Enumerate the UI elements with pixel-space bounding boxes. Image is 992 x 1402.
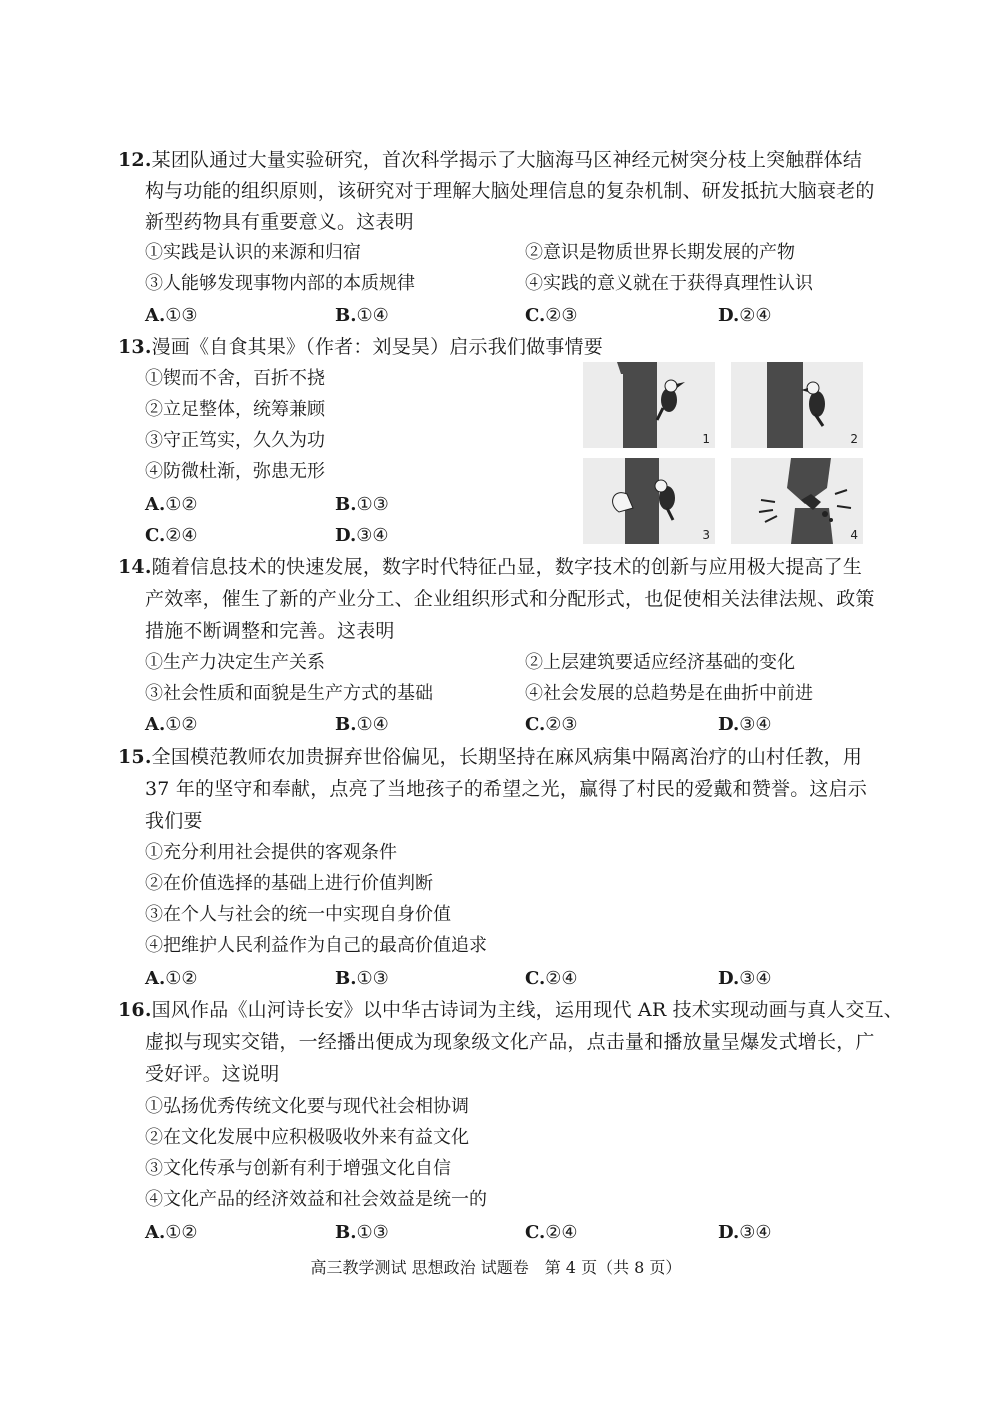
question-12-stem-line-1: 12.某团队通过大量实验研究，首次科学揭示了大脑海马区神经元树突分枝上突触群体结 — [118, 149, 863, 171]
choice-b[interactable]: B.①③ — [335, 1222, 389, 1243]
comic-panel-2 — [731, 362, 863, 448]
statement-3: ③守正笃实，久久为功 — [145, 430, 325, 451]
statement-4: ④防微杜渐，弥患无形 — [145, 461, 325, 482]
choice-d[interactable]: D.②④ — [718, 305, 772, 326]
statement-2: ②意识是物质世界长期发展的产物 — [525, 242, 795, 263]
statement-2: ②上层建筑要适应经济基础的变化 — [525, 652, 795, 673]
choice-c[interactable]: C.②③ — [525, 305, 578, 326]
choice-b[interactable]: B.①③ — [335, 968, 389, 989]
statement-1: ①弘扬优秀传统文化要与现代社会相协调 — [145, 1096, 469, 1117]
choice-a[interactable]: A.①② — [145, 714, 198, 735]
statement-3: ③社会性质和面貌是生产方式的基础 — [145, 683, 433, 704]
choice-c[interactable]: C.②④ — [145, 525, 198, 546]
question-15-stem-line-1: 15.全国模范教师农加贵摒弃世俗偏见，长期坚持在麻风病集中隔离治疗的山村任教，用 — [118, 746, 863, 768]
question-16-stem-line-1: 16.国风作品《山河诗长安》以中华古诗词为主线，运用现代 AR 技术实现动画与真人交互、 — [118, 999, 903, 1021]
panel-number: 1 — [702, 432, 710, 446]
choice-c[interactable]: C.②④ — [525, 968, 578, 989]
statement-4: ④文化产品的经济效益和社会效益是统一的 — [145, 1189, 487, 1210]
choice-b[interactable]: B.①④ — [335, 714, 389, 735]
choice-d[interactable]: D.③④ — [718, 1222, 772, 1243]
question-13-stem-line-1: 13.漫画《自食其果》（作者：刘旻昊）启示我们做事情要 — [118, 336, 603, 358]
comic-panel-4 — [731, 458, 863, 544]
choice-a[interactable]: A.①② — [145, 494, 198, 515]
comic-panel-1 — [583, 362, 715, 448]
choice-d[interactable]: D.③④ — [718, 714, 772, 735]
choice-b[interactable]: B.①③ — [335, 494, 389, 515]
statement-2: ②立足整体，统筹兼顾 — [145, 399, 325, 420]
statement-3: ③在个人与社会的统一中实现自身价值 — [145, 904, 451, 925]
question-number: 13. — [118, 336, 152, 358]
question-14-stem-line-1: 14.随着信息技术的快速发展，数字时代特征凸显，数字技术的创新与应用极大提高了生 — [118, 556, 863, 578]
choice-d[interactable]: D.③④ — [335, 525, 389, 546]
question-12-stem-line-2: 构与功能的组织原则，该研究对于理解大脑处理信息的复杂机制、研发抵抗大脑衰老的 — [145, 180, 875, 202]
choice-a[interactable]: A.①③ — [145, 305, 198, 326]
page-footer: 高三教学测试 思想政治 试题卷 第 4 页（共 8 页） — [310, 1258, 682, 1277]
statement-1: ①充分利用社会提供的客观条件 — [145, 842, 397, 863]
question-14-stem-line-3: 措施不断调整和完善。这表明 — [145, 620, 395, 642]
statement-1: ①实践是认识的来源和归宿 — [145, 242, 361, 263]
statement-1: ①生产力决定生产关系 — [145, 652, 325, 673]
question-12-stem-line-3: 新型药物具有重要意义。这表明 — [145, 211, 414, 233]
statement-2: ②在价值选择的基础上进行价值判断 — [145, 873, 433, 894]
question-16-stem-line-3: 受好评。这说明 — [145, 1063, 280, 1085]
question-15-stem-line-3: 我们要 — [145, 810, 203, 832]
question-number: 15. — [118, 746, 152, 768]
question-number: 14. — [118, 556, 152, 578]
question-14-stem-line-2: 产效率，催生了新的产业分工、企业组织形式和分配形式，也促使相关法律法规、政策 — [145, 588, 875, 610]
choice-c[interactable]: C.②④ — [525, 1222, 578, 1243]
statement-2: ②在文化发展中应积极吸收外来有益文化 — [145, 1127, 469, 1148]
choice-a[interactable]: A.①② — [145, 968, 198, 989]
panel-number: 4 — [850, 528, 858, 542]
panel-number: 2 — [850, 432, 858, 446]
choice-c[interactable]: C.②③ — [525, 714, 578, 735]
statement-4: ④把维护人民利益作为自己的最高价值追求 — [145, 935, 487, 956]
question-number: 16. — [118, 999, 152, 1021]
statement-4: ④实践的意义就在于获得真理性认识 — [525, 273, 813, 294]
statement-3: ③文化传承与创新有利于增强文化自信 — [145, 1158, 451, 1179]
question-15-stem-line-2: 37 年的坚守和奉献，点亮了当地孩子的希望之光，赢得了村民的爱戴和赞誉。这启示 — [145, 778, 868, 800]
question-16-stem-line-2: 虚拟与现实交错，一经播出便成为现象级文化产品，点击量和播放量呈爆发式增长，广 — [145, 1031, 875, 1053]
choice-a[interactable]: A.①② — [145, 1222, 198, 1243]
statement-4: ④社会发展的总趋势是在曲折中前进 — [525, 683, 813, 704]
question-number: 12. — [118, 149, 152, 171]
choice-b[interactable]: B.①④ — [335, 305, 389, 326]
panel-number: 3 — [702, 528, 710, 542]
comic-panel-3 — [583, 458, 715, 544]
choice-d[interactable]: D.③④ — [718, 968, 772, 989]
statement-1: ①锲而不舍，百折不挠 — [145, 368, 325, 389]
statement-3: ③人能够发现事物内部的本质规律 — [145, 273, 415, 294]
